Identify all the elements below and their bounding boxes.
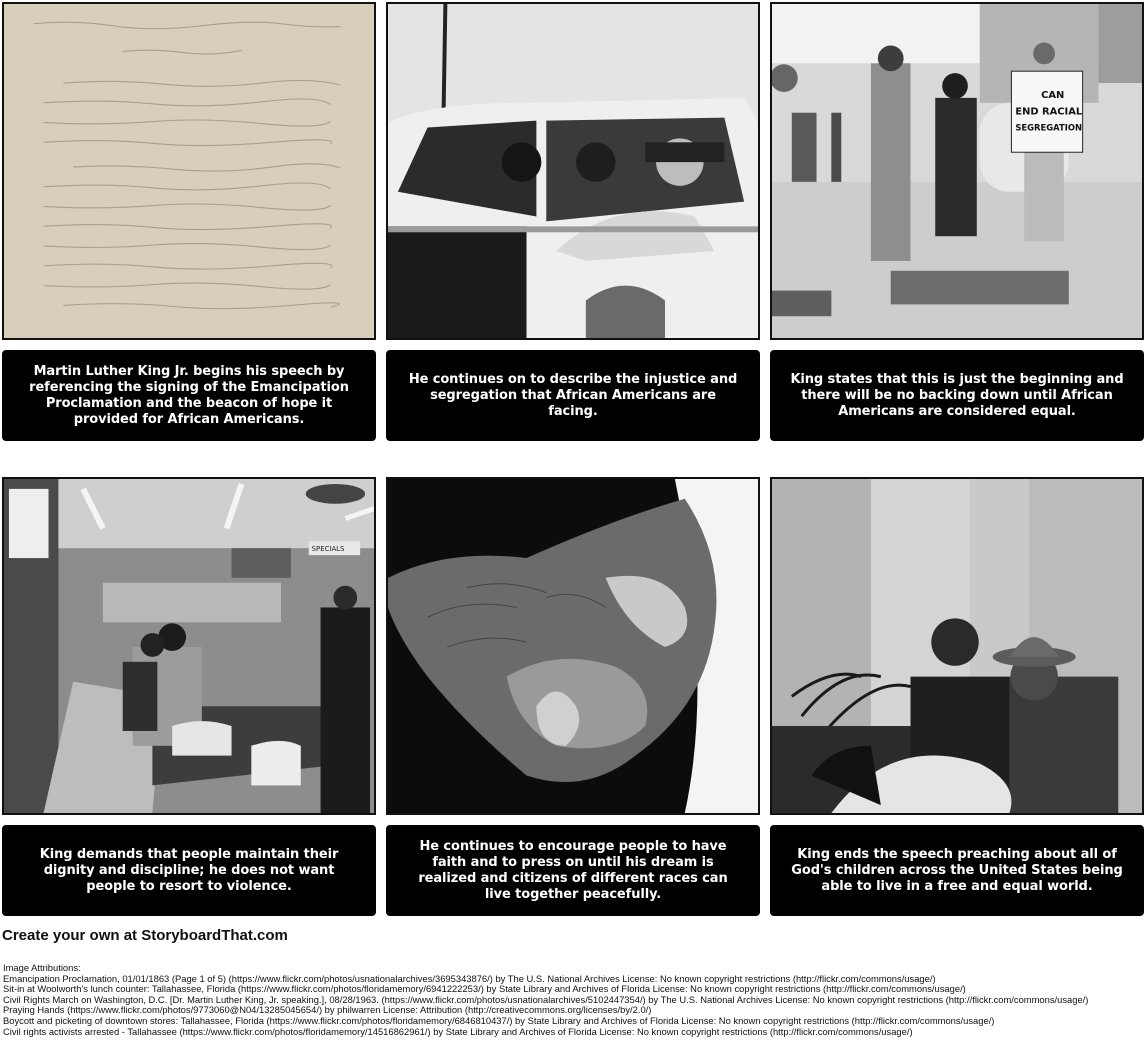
attributions-title: Image Attributions: (3, 962, 81, 973)
police-car-arrest-photo (386, 2, 760, 340)
image-attributions (3, 963, 1141, 1037)
panel-6-caption: King ends the speech preaching about all of God's children across the United States being able to live in a free and equal world. (770, 825, 1144, 916)
panel-1-caption: Martin Luther King Jr. begins his speech by referencing the signing of the Emancipation Proclamation and the beacon of hope it provided for African Americans. (2, 350, 376, 441)
attribution-line: Sit-in at Woolworth's lunch counter: Tallahassee, Florida (https://www.flickr.com/photos/floridamemory/6941222253/) by State Library and Archives of Florida License: No known copyright restrictions (http://flickr.com/commons/usage/) (3, 983, 966, 995)
lunch-counter-sit-in-photo (2, 477, 376, 815)
attribution-line: Emancipation Proclamation, 01/01/1863 (Page 1 of 5) (https://www.flickr.com/photos/usnationalarchives/3695343876/) by The U.S. National Archives License: No known copyright restrictions (http://flickr.com/commons/usage/) (3, 972, 936, 984)
panel-4-caption: King demands that people maintain their dignity and discipline; he does not want people to resort to violence. (2, 825, 376, 916)
sign-line-3: SEGREGATION (1015, 122, 1083, 133)
attribution-line: Civil rights activists arrested - Tallahassee (https://www.flickr.com/photos/floridamemory/14516862961/) by State Library and Archives of Florida License: No known copyright restrictions (http://flickr.com/commons/usage/) (3, 1025, 913, 1037)
panel-3-caption: King states that this is just the beginning and there will be no backing down until African Americans are considered equal. (770, 350, 1144, 441)
attribution-line: Civil Rights March on Washington, D.C. [Dr. Martin Luther King, Jr. speaking.], 08/28/1963. (https://www.flickr.com/photos/usnationalarchives/5102447354/) by The U.S. National Archives License: No known copyright restrictions (http://flickr.com/commons/usage/) (3, 993, 1089, 1005)
attribution-line: Praying Hands (https://www.flickr.com/photos/9773060@N04/13285045654/) by philwarren License: Attribution (http://creativecommons.org/licenses/by/2.0/) (3, 1004, 652, 1016)
panel-5-caption: He continues to encourage people to have faith and to press on until his dream is realized and citizens of different races can live together peacefully. (386, 825, 760, 916)
sign-line-1: CAN (1041, 89, 1065, 101)
picketing-street-photo (770, 2, 1144, 340)
panel-2-caption: He continues on to describe the injustice and segregation that African Americans are facing. (386, 350, 760, 441)
praying-hands-photo (386, 477, 760, 815)
sign-line-2: END RACIAL (1015, 106, 1083, 118)
menu-board-text: SPECIALS (311, 545, 345, 554)
storyboardthat-cta-link[interactable]: Create your own at StoryboardThat.com (2, 927, 288, 944)
king-speaking-photo (770, 477, 1144, 815)
attribution-line: Boycott and picketing of downtown stores: Tallahassee, Florida (https://www.flickr.com/photos/floridamemory/6846810437/) by State Library and Archives of Florida License: No known copyright restrictions (http://flickr.com/commons/usage/) (3, 1014, 995, 1026)
emancipation-proclamation-photo (2, 2, 376, 340)
